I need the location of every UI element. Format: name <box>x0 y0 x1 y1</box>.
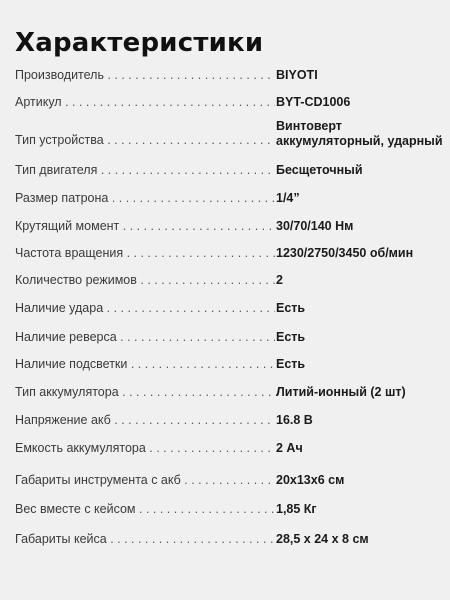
spec-value: Есть <box>276 330 306 344</box>
spec-label: Тип аккумулятора . . . <box>15 385 275 400</box>
spec-value: 2 <box>276 273 283 287</box>
spec-label: Наличие подсветки . . . <box>15 357 275 372</box>
spec-value: 2 Ач <box>276 441 303 455</box>
spec-label: Габариты кейса . . . <box>15 532 275 547</box>
page-title: Характеристики <box>15 28 264 58</box>
spec-value: 1,85 Кг <box>276 502 317 516</box>
spec-label: Тип устройства . . . <box>15 133 275 148</box>
spec-label: Артикул . . . <box>15 95 275 110</box>
spec-value: BYT-CD1006 <box>276 95 351 109</box>
spec-label: Производитель . . . <box>15 68 275 83</box>
spec-label: Габариты инструмента с акб . . . <box>15 473 275 488</box>
spec-value: 1/4” <box>276 191 300 205</box>
spec-label: Размер патрона . . . <box>15 191 275 206</box>
spec-label: Наличие удара . . . <box>15 301 275 316</box>
spec-value: 1230/2750/3450 об/мин <box>276 246 414 260</box>
spec-value: Винтоверт аккумуляторный, ударный <box>276 119 443 148</box>
spec-value: BIYOTI <box>276 68 318 82</box>
spec-value: Бесщеточный <box>276 163 363 177</box>
spec-value: Есть <box>276 357 306 371</box>
spec-value: 30/70/140 Нм <box>276 219 354 233</box>
spec-label: Частота вращения . . . <box>15 246 275 261</box>
spec-label: Крутящий момент . . . <box>15 219 275 234</box>
spec-label: Напряжение акб . . . <box>15 413 275 428</box>
spec-label: Количество режимов . . . <box>15 273 275 288</box>
spec-label: Тип двигателя . . . <box>15 163 275 178</box>
spec-value: Литий-ионный (2 шт) <box>276 385 406 399</box>
spec-value: 28,5 х 24 х 8 см <box>276 532 369 546</box>
spec-label: Вес вместе с кейсом . . . <box>15 502 275 517</box>
spec-label: Наличие реверса . . . <box>15 330 275 345</box>
spec-value: 20х13х6 см <box>276 473 345 487</box>
spec-label: Емкость аккумулятора . . . <box>15 441 275 456</box>
spec-value: 16.8 В <box>276 413 313 427</box>
spec-value: Есть <box>276 301 306 315</box>
